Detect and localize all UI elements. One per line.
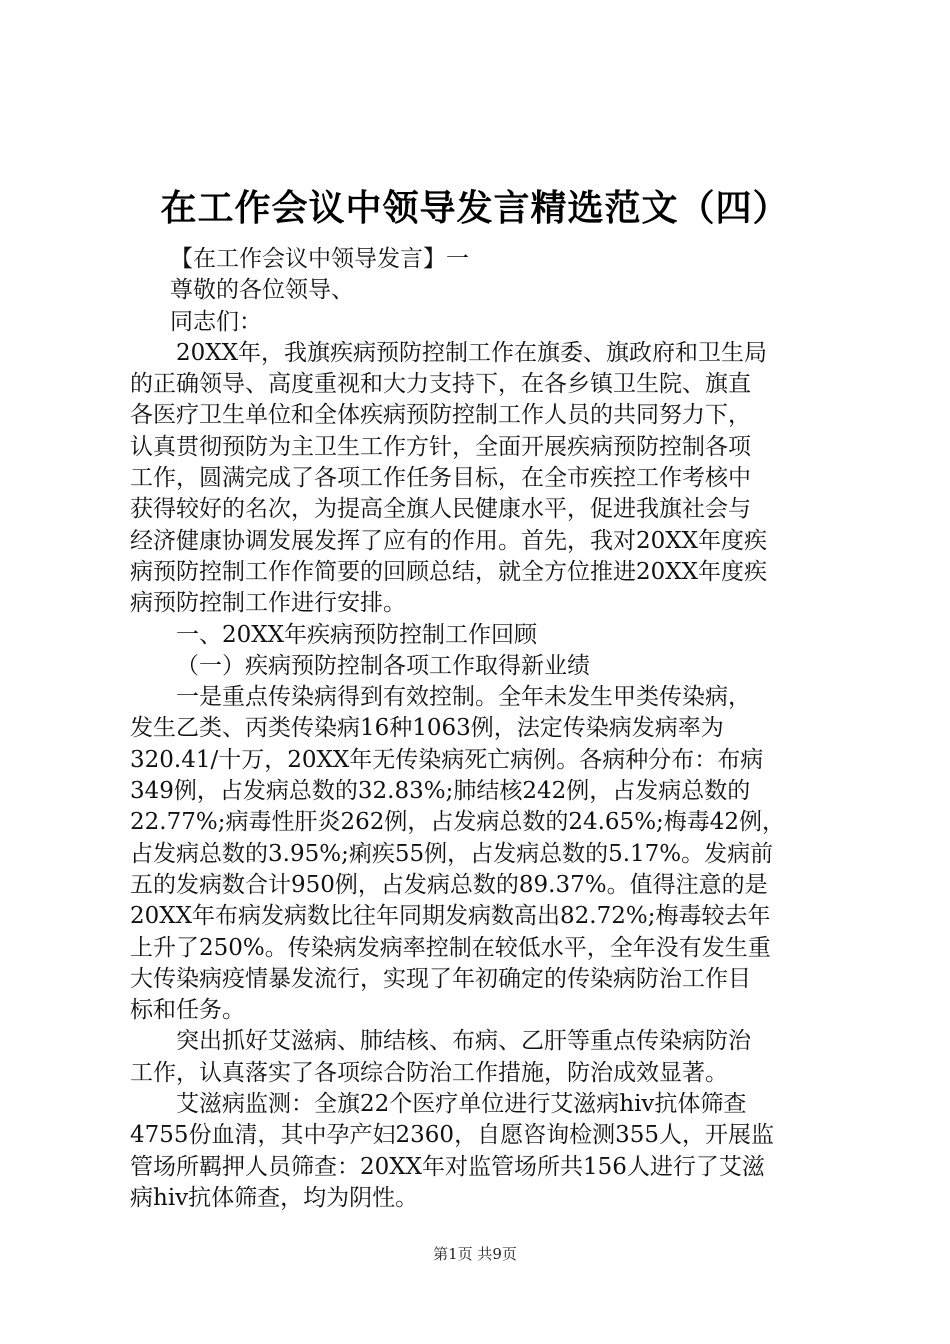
body-line: 的正确领导、高度重视和大力支持下，在各乡镇卫生院、旗直	[130, 371, 751, 398]
body-line: 一、20XX年疾病预防控制工作回顾	[176, 621, 538, 648]
body-line: 病预防控制工作进行安排。	[130, 590, 406, 617]
body-line: 320.41/十万，20XX年无传染病死亡病例。各病种分布：布病	[130, 746, 764, 773]
body-line: 工作，圆满完成了各项工作任务目标，在全市疾控工作考核中	[130, 465, 751, 492]
body-line: 同志们：	[170, 308, 262, 335]
body-line: 管场所羁押人员筛查：20XX年对监管场所共156人进行了艾滋	[130, 1153, 765, 1180]
body-line: 【在工作会议中领导发言】一	[170, 246, 469, 272]
body-line: 20XX年，我旗疾病预防控制工作在旗委、旗政府和卫生局	[176, 339, 768, 366]
body-line: 大传染病疫情暴发流行，实现了年初确定的传染病防治工作目	[130, 965, 751, 992]
body-line: 上升了250%。传染病发病率控制在较低水平，全年没有发生重	[130, 934, 771, 961]
body-line: 五的发病数合计950例，占发病总数的89.37%。值得注意的是	[130, 871, 768, 898]
body-line: 占发病总数的3.95%;痢疾55例，占发病总数的5.17%。发病前	[130, 840, 774, 867]
body-line: 病预防控制工作作简要的回顾总结，就全方位推进20XX年度疾	[130, 558, 768, 585]
document-body	[130, 244, 830, 1214]
body-line: 发生乙类、丙类传染病16种1063例，法定传染病发病率为	[130, 715, 724, 742]
body-line: 22.77%;病毒性肝炎262例，占发病总数的24.65%;梅毒42例，	[130, 809, 786, 836]
body-line: 艾滋病监测：全旗22个医疗单位进行艾滋病hiv抗体筛查	[176, 1091, 747, 1118]
body-line: 各医疗卫生单位和全体疾病预防控制工作人员的共同努力下，	[130, 402, 751, 429]
body-line: 认真贯彻预防为主卫生工作方针，全面开展疾病预防控制各项	[130, 433, 751, 460]
body-line: 4755份血清，其中孕产妇2360，自愿咨询检测355人，开展监	[130, 1122, 774, 1149]
body-line: 工作，认真落实了各项综合防治工作措施，防治成效显著。	[130, 1059, 728, 1086]
body-line: 病hiv抗体筛查，均为阴性。	[130, 1184, 419, 1211]
body-line: 标和任务。	[130, 997, 245, 1024]
body-line: 20XX年布病发病数比往年同期发病数高出82.72%;梅毒较去年	[130, 903, 771, 930]
page-footer: 第1页 共9页	[433, 1245, 517, 1263]
document-title: 在工作会议中领导发言精选范文（四）	[160, 187, 790, 229]
body-line: 获得较好的名次，为提高全旗人民健康水平，促进我旗社会与	[130, 496, 751, 523]
body-line: 经济健康协调发展发挥了应有的作用。首先，我对20XX年度疾	[130, 527, 768, 554]
body-line: （一）疾病预防控制各项工作取得新业绩	[176, 652, 590, 679]
body-line: 一是重点传染病得到有效控制。全年未发生甲类传染病，	[176, 684, 751, 711]
body-line: 突出抓好艾滋病、肺结核、布病、乙肝等重点传染病防治	[176, 1028, 751, 1055]
body-line: 尊敬的各位领导、	[170, 277, 354, 304]
body-line: 349例，占发病总数的32.83%;肺结核242例，占发病总数的	[130, 778, 751, 805]
